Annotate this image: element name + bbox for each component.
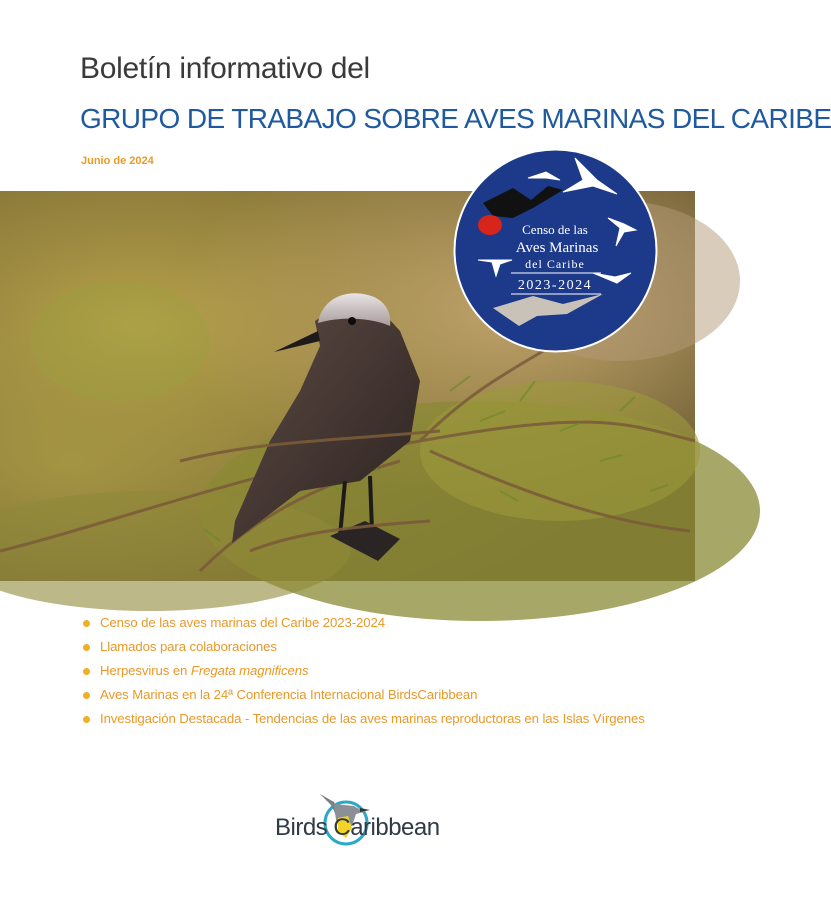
list-item: Censo de las aves marinas del Caribe 2023-2024 — [82, 615, 645, 639]
badge-line4: 2023-2024 — [517, 278, 593, 293]
logo-wordmark: Birds Caribbean — [275, 814, 440, 841]
birdscaribbean-logo — [268, 778, 468, 858]
list-item: Investigación Destacada - Tendencias de las aves marinas reproductoras en las Islas Vírgenes — [82, 711, 645, 735]
bullet-dot — [83, 620, 90, 627]
seabird-census-badge — [453, 148, 658, 353]
newsletter-title-line2: GRUPO DE TRABAJO SOBRE AVES MARINAS DEL CARIBE — [80, 103, 831, 134]
bullet-dot — [83, 692, 90, 699]
list-item: Aves Marinas en la 24ª Conferencia Internacional BirdsCaribbean — [82, 687, 645, 711]
bullet-dot — [83, 716, 90, 723]
bullet-dot — [83, 644, 90, 651]
list-item: Herpesvirus en Fregata magnificens — [82, 663, 645, 687]
list-item: Llamados para colaboraciones — [82, 639, 645, 663]
newsletter-title-line1: Boletín informativo del — [80, 52, 370, 85]
issue-date: Junio de 2024 — [81, 155, 154, 167]
contents-list — [82, 615, 645, 735]
bullet-dot — [83, 668, 90, 675]
badge-line2: Aves Marinas — [515, 240, 599, 256]
badge-line1: Censo de las — [522, 222, 588, 237]
badge-line3: del Caribe — [525, 257, 585, 271]
